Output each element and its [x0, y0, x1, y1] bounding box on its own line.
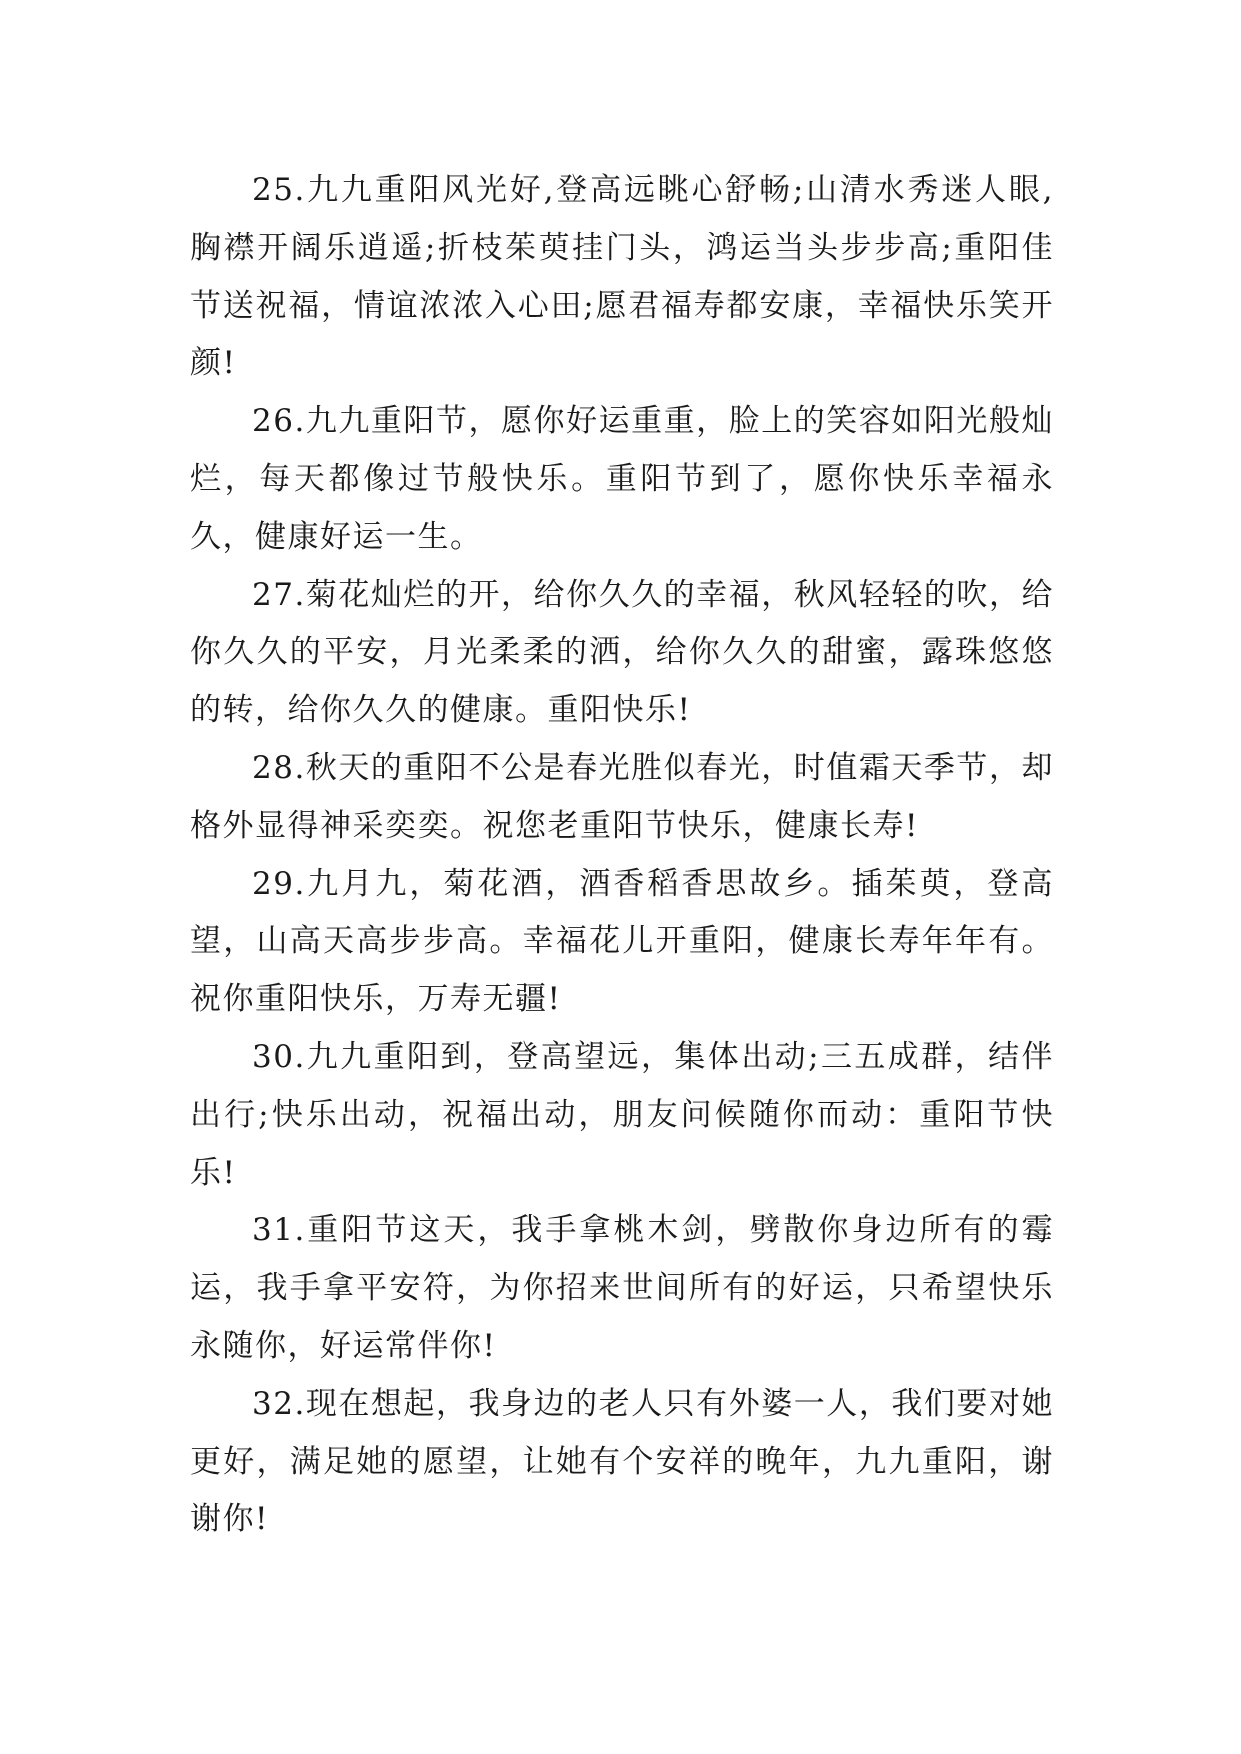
paragraph-25: 25.九九重阳风光好,登高远眺心舒畅;山清水秀迷人眼,胸襟开阔乐逍遥;折枝茱萸挂门头，鸿运当头步步高;重阳佳节送祝福，情谊浓浓入心田;愿君福寿都安康，幸福快乐笑开颜!: [190, 172, 1054, 382]
paragraph-29: 29.九月九，菊花酒，酒香稻香思故乡。插茱萸，登高望，山高天高步步高。幸福花儿开重阳，健康长寿年年有。祝你重阳快乐，万寿无疆!: [190, 865, 1054, 1018]
paragraph-30: 30.九九重阳到，登高望远，集体出动;三五成群，结伴出行;快乐出动，祝福出动，朋友问候随你而动：重阳节快乐!: [190, 1038, 1054, 1191]
paragraph-26: 26.九九重阳节，愿你好运重重，脸上的笑容如阳光般灿烂，每天都像过节般快乐。重阳节到了，愿你快乐幸福永久，健康好运一生。: [190, 403, 1054, 555]
document-body: [190, 162, 1054, 1549]
paragraph-31: 31.重阳节这天，我手拿桃木剑，劈散你身边所有的霉运，我手拿平安符，为你招来世间所有的好运，只希望快乐永随你，好运常伴你!: [190, 1212, 1054, 1364]
paragraph-27: 27.菊花灿烂的开，给你久久的幸福，秋风轻轻的吹，给你久久的平安，月光柔柔的洒，给你久久的甜蜜，露珠悠悠的转，给你久久的健康。重阳快乐!: [190, 576, 1054, 729]
paragraph-32: 32.现在想起，我身边的老人只有外婆一人，我们要对她更好，满足她的愿望，让她有个安祥的晚年，九九重阳，谢谢你!: [190, 1385, 1054, 1538]
paragraph-28: 28.秋天的重阳不公是春光胜似春光，时值霜天季节，却格外显得神采奕奕。祝您老重阳节快乐，健康长寿!: [190, 749, 1054, 844]
